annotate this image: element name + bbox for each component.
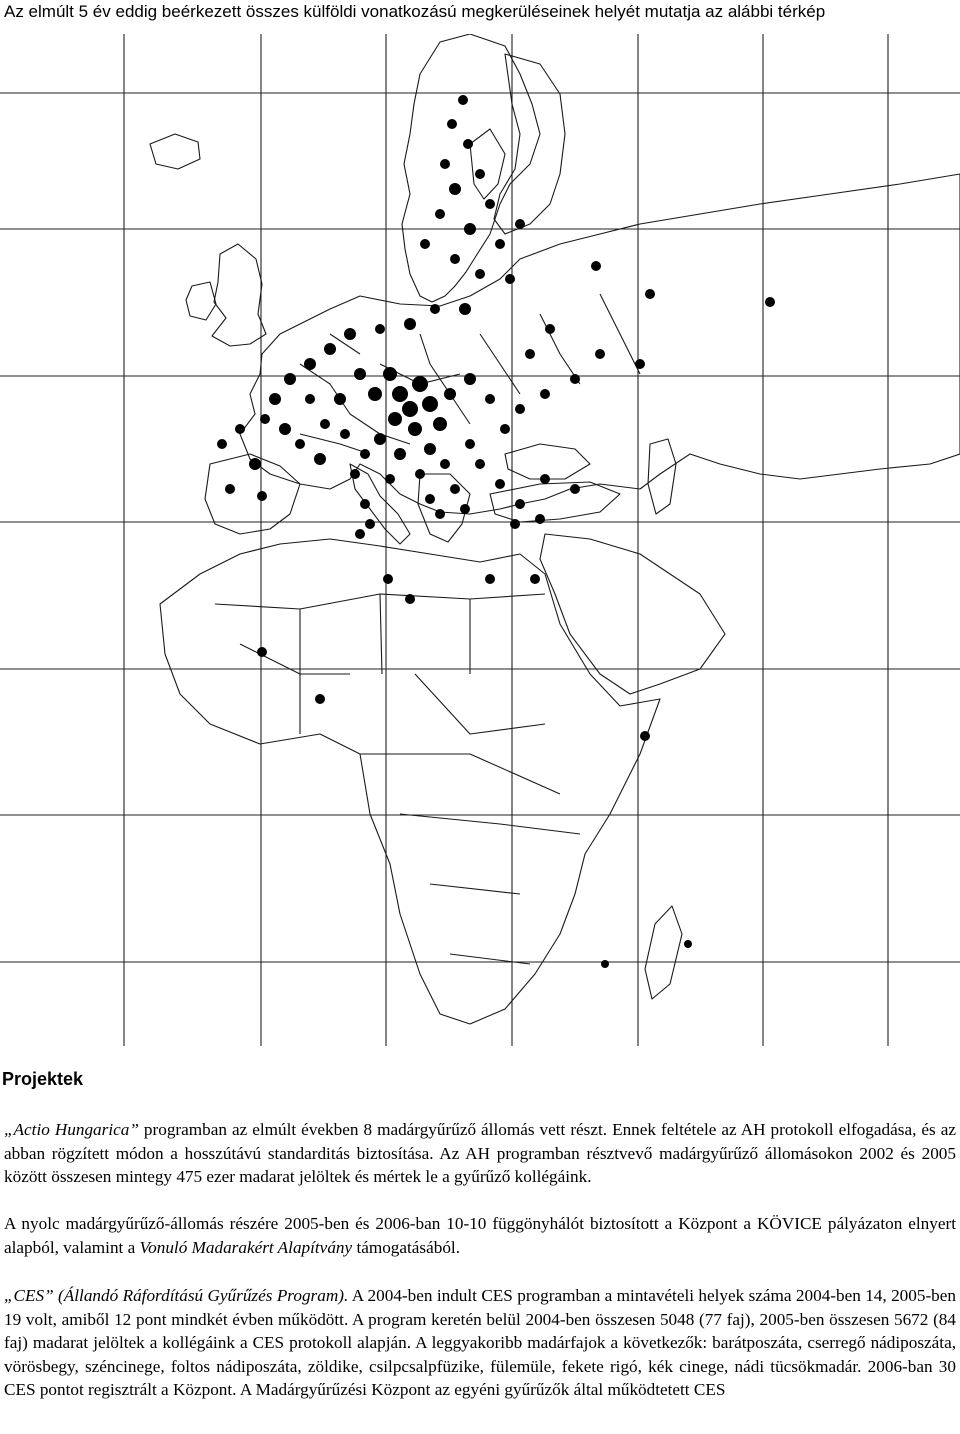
iceland-outline <box>150 134 200 169</box>
paragraph-text: programban az elmúlt években 8 madárgyűrűző állomás vett részt. Ennek feltétele az AH protokoll elfogadása, és az abban rögzített módon a hosszútávú standarditás biztosítása. Az AH programban résztvevő madárgyűrűző állomásokon 2002 és 2005 között összesen mintegy 475 ezer madarat jelöltek és mértek le a gyűrűző kollégáink. <box>4 1120 956 1186</box>
paragraph-nets <box>4 1212 956 1259</box>
foundation-name-italic: Vonuló Madarakért Alapítvány <box>139 1237 353 1257</box>
paragraph-text: támogatásából. <box>352 1237 461 1257</box>
map-grid <box>0 34 960 1046</box>
madagascar-outline <box>645 906 682 999</box>
land-outlines <box>150 34 960 1024</box>
sahara-borders <box>215 594 580 964</box>
paragraph-ces <box>4 1284 956 1402</box>
recovery-map <box>0 34 960 1049</box>
section-heading: Projektek <box>2 1069 84 1089</box>
uk-outline <box>212 244 266 346</box>
paragraph-text: A nyolc madárgyűrűző-állomás részére 2005-ben és 2006-ban 10-10 függönyhálót biztosított a Központ a KÖVICE pályázaton elnyert alapból, valamint a <box>4 1214 956 1257</box>
paragraph-actio-hungarica <box>4 1118 956 1189</box>
anatolia-outline <box>490 482 620 522</box>
continental-europe-outline <box>240 174 960 514</box>
africa-outline <box>160 539 660 1024</box>
map-caption: Az elmúlt 5 év eddig beérkezett összes külföldi vonatkozású megkerüléseinek helyét mutatja az alábbi térkép <box>4 2 826 21</box>
ireland-outline <box>186 282 216 320</box>
recovery-dots <box>217 95 775 968</box>
caspian-sea <box>648 439 676 514</box>
finland-outline <box>494 54 565 234</box>
black-sea <box>505 444 590 479</box>
program-name-italic: „Actio Hungarica” <box>4 1120 139 1139</box>
program-name-italic: „CES” (Állandó Ráfordítású Gyűrűzés Program). <box>4 1286 349 1305</box>
arabia-outline <box>540 534 725 694</box>
scandinavia-outline <box>402 34 540 302</box>
paragraph-text: A 2004-ben indult CES programban a mintavételi helyek száma 2004-ben 14, 2005-ben 19 volt, amiből 12 pont mindkét évben működött. A program keretén belül 2004-ben összesen 5048 (77 faj), 2005-ben összesen 5672 (84 faj) madarat jelöltek a kollégáink a CES protokoll alapján. A leggyakoribb madárfajok a következők: barátposzáta, cserregő nádiposzáta, vörösbegy, széncinege, foltos nádiposzáta, zöldike, csilpcsalpfüzike, fülemüle, fekete rigó, kék cinege, nádi tücsökmadár. 2006-ban 30 CES pontot regisztrált a Központ. A Madárgyűrűzési Központ az egyéni gyűrűzők által működtetett CES <box>4 1286 956 1399</box>
gulf-of-bothnia <box>470 129 505 199</box>
